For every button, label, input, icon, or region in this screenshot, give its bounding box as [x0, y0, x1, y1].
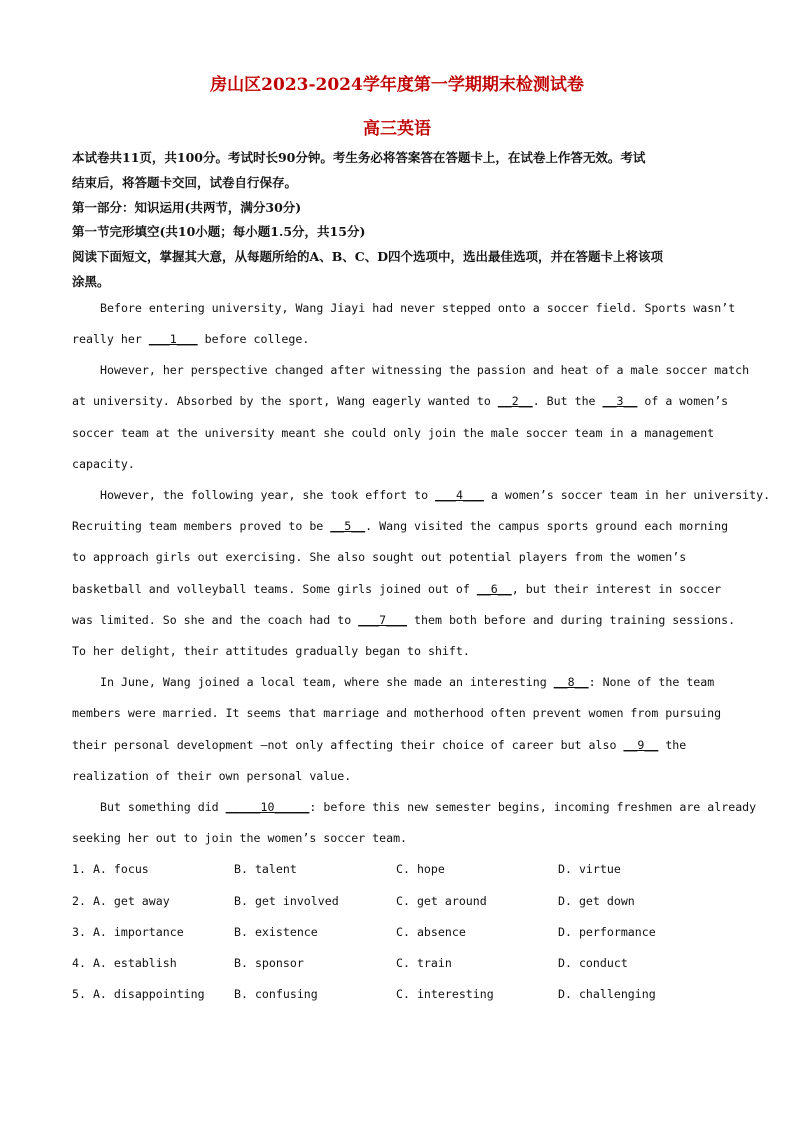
passage-line: To her delight, their attitudes gradually began to shift. — [72, 644, 470, 658]
passage-line: to approach girls out exercising. She also sought out potential players from the women’s — [72, 550, 687, 564]
question-1-option-d: D. virtue — [558, 862, 621, 876]
directions-line-1: 阅读下面短文，掌握其大意，从每题所给的A、B、C、D四个选项中，选出最佳选项，并在答题卡上将该项 — [72, 249, 664, 264]
passage-line: at university. Absorbed by the sport, Wang eagerly wanted to __2__. But the __3__ of a women’s — [72, 394, 729, 408]
passage-line: was limited. So she and the coach had to ___7___ them both before and during training sessions. — [72, 613, 736, 627]
section-heading: 第一节完形填空(共10小题；每小题1.5分，共15分) — [72, 224, 366, 239]
question-5-option-b: B. confusing — [234, 987, 318, 1001]
question-3-option-c: C. absence — [396, 925, 466, 939]
blank-1: ___1___ — [148, 332, 198, 346]
passage-line: capacity. — [72, 457, 135, 471]
blank-6: __6__ — [476, 582, 512, 596]
question-2-option-d: D. get down — [558, 894, 635, 908]
question-2-option-a: 2. A. get away — [72, 894, 170, 908]
passage-line: However, her perspective changed after witnessing the passion and heat of a male soccer match — [100, 363, 750, 377]
blank-3: __3__ — [602, 394, 638, 408]
blank-2: __2__ — [497, 394, 533, 408]
blank-5: __5__ — [330, 519, 366, 533]
question-5-option-d: D. challenging — [558, 987, 656, 1001]
passage-line: basketball and volleyball teams. Some girls joined out of __6__, but their interest in soccer — [72, 582, 722, 596]
question-5-option-a: 5. A. disappointing — [72, 987, 205, 1001]
question-5-option-c: C. interesting — [396, 987, 494, 1001]
passage-line: Recruiting team members proved to be __5__. Wang visited the campus sports ground each morning — [72, 519, 729, 533]
blank-7: ___7___ — [358, 613, 408, 627]
question-4-option-b: B. sponsor — [234, 956, 304, 970]
question-1-option-b: B. talent — [234, 862, 297, 876]
question-1-option-c: C. hope — [396, 862, 445, 876]
blank-4: ___4___ — [435, 488, 484, 502]
question-4-option-c: C. train — [396, 956, 452, 970]
exam-subtitle: 高三英语 — [363, 119, 431, 139]
question-1-option-a: 1. A. focus — [72, 862, 149, 876]
passage-line: However, the following year, she took effort to ___4___ a women’s soccer team in her university. — [100, 488, 771, 502]
question-3-option-b: B. existence — [234, 925, 318, 939]
passage-line: seeking her out to join the women’s soccer team. — [72, 831, 408, 845]
instructions-line-2: 结束后，将答题卡交回，试卷自行保存。 — [72, 175, 298, 190]
question-3-option-d: D. performance — [558, 925, 656, 939]
blank-8: __8__ — [553, 675, 589, 689]
question-2-option-b: B. get involved — [234, 894, 339, 908]
passage-line: their personal development —not only affecting their choice of career but also __9__ the — [72, 738, 687, 752]
blank-9: __9__ — [623, 738, 659, 752]
passage-line: But something did _____10_____: before this new semester begins, incoming freshmen are already — [100, 800, 757, 814]
question-4-option-a: 4. A. establish — [72, 956, 177, 970]
passage-line: soccer team at the university meant she could only join the male soccer team in a management — [72, 426, 715, 440]
passage-line: Before entering university, Wang Jiayi had never stepped onto a soccer field. Sports wasn’t — [100, 301, 736, 315]
part-heading: 第一部分：知识运用(共两节，满分30分) — [72, 200, 302, 215]
exam-title: 房山区2023-2024学年度第一学期期末检测试卷 — [210, 75, 584, 95]
passage-line: really her ___1___ before college. — [72, 332, 310, 346]
question-2-option-c: C. get around — [396, 894, 487, 908]
instructions-line-1: 本试卷共11页，共100分。考试时长90分钟。考生务必将答案答在答题卡上，在试卷上作答无效。考试 — [72, 150, 646, 165]
question-3-option-a: 3. A. importance — [72, 925, 184, 939]
directions-line-2: 涂黑。 — [72, 274, 110, 289]
blank-10: _____10_____ — [225, 800, 310, 814]
question-4-option-d: D. conduct — [558, 956, 628, 970]
passage-line: members were married. It seems that marriage and motherhood often prevent women from pursuing — [72, 706, 722, 720]
passage-line: realization of their own personal value. — [72, 769, 352, 783]
passage-line: In June, Wang joined a local team, where she made an interesting __8__: None of the team — [100, 675, 715, 689]
